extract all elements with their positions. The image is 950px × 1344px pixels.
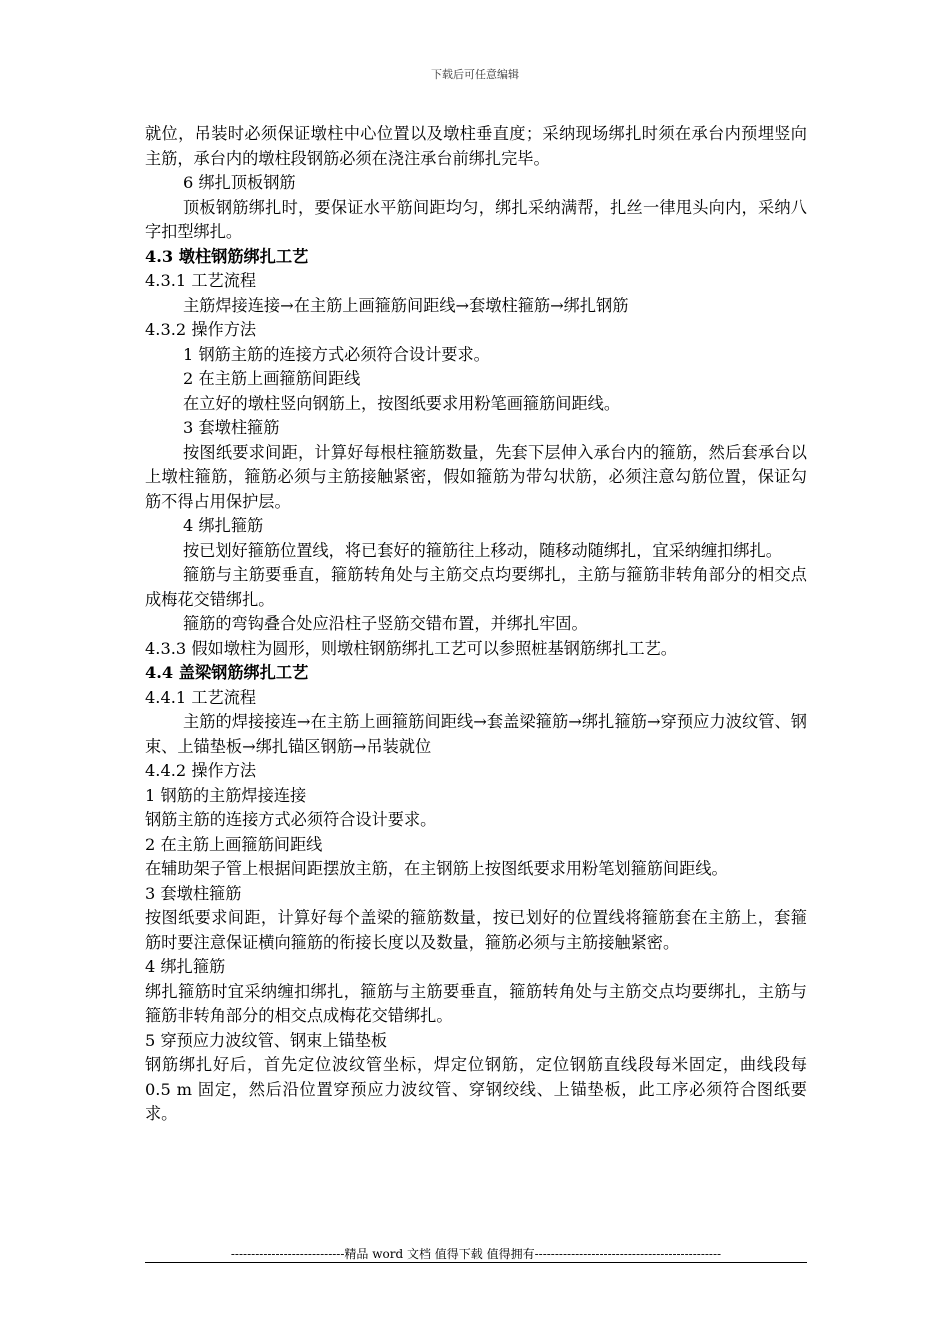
text-line: 1 钢筋主筋的连接方式必须符合设计要求。 <box>183 344 490 364</box>
text-line: 按图纸要求间距，计算好每根柱箍筋数量，先套下层伸入承台内的箍筋，然后套承台以上墩柱箍筋，箍筋必须与主筋接触紧密，假如箍筋为带勾状筋，必须注意勾筋位置，保证勾筋不得占用保护层。 <box>145 442 807 511</box>
text-line: 钢筋绑扎好后，首先定位波纹管坐标，焊定位钢筋，定位钢筋直线段每米固定，曲线段每 0.5 m 固定，然后沿位置穿预应力波纹管、穿钢绞线、上锚垫板，此工序必须符合图纸要求。 <box>145 1055 807 1123</box>
text-line: 4 绑扎箍筋 <box>145 957 226 976</box>
text-line: 就位，吊装时必须保证墩柱中心位置以及墩柱垂直度；采纳现场绑扎时须在承台内预埋竖向主筋，承台内的墩柱段钢筋必须在浇注承台前绑扎完毕。 <box>145 124 807 168</box>
text-line: 顶板钢筋绑扎时，要保证水平筋间距均匀，绑扎采纳满帮，扎丝一律甩头向内，采纳八字扣型绑扎。 <box>145 197 807 241</box>
text-line: 2 在主筋上画箍筋间距线 <box>145 834 323 854</box>
text-line: 6 绑扎顶板钢筋 <box>183 173 296 192</box>
text-line: 在辅助架子管上根据间距摆放主筋，在主钢筋上按图纸要求用粉笔划箍筋间距线。 <box>145 859 728 878</box>
text-line: 按已划好箍筋位置线，将已套好的箍筋往上移动，随移动随绑扎，宜采纳缠扣绑扎。 <box>183 540 782 560</box>
text-line: 4.4.2 操作方法 <box>145 761 257 780</box>
section-heading: 4.4 盖梁钢筋绑扎工艺 <box>145 663 309 682</box>
text-line: 在立好的墩柱竖向钢筋上，按图纸要求用粉笔画箍筋间距线。 <box>183 393 621 413</box>
text-line: 主筋焊接连接→在主筋上画箍筋间距线→套墩柱箍筋→绑扎钢筋 <box>183 295 629 315</box>
text-line: 1 钢筋的主筋焊接连接 <box>145 785 307 805</box>
text-line: 4.4.1 工艺流程 <box>145 687 257 707</box>
text-line: 箍筋与主筋要垂直，箍筋转角处与主筋交点均要绑扎，主筋与箍筋非转角部分的相交点成梅花交错绑扎。 <box>145 565 807 609</box>
text-line: 4 绑扎箍筋 <box>183 516 264 535</box>
section-heading: 4.3 墩柱钢筋绑扎工艺 <box>145 246 309 266</box>
text-line: 2 在主筋上画箍筋间距线 <box>183 369 361 388</box>
text-line: 按图纸要求间距，计算好每个盖梁的箍筋数量，按已划好的位置线将箍筋套在主筋上，套箍筋时要注意保证横向箍筋的衔接长度以及数量，箍筋必须与主筋接触紧密。 <box>145 908 807 952</box>
text-line: 3 套墩柱箍筋 <box>183 418 280 437</box>
text-line: 主筋的焊接接连→在主筋上画箍筋间距线→套盖梁箍筋→绑扎箍筋→穿预应力波纹管、钢束、上锚垫板→绑扎锚区钢筋→吊装就位 <box>145 712 807 756</box>
text-line: 钢筋主筋的连接方式必须符合设计要求。 <box>145 810 437 829</box>
page-header: 下载后可任意编辑 <box>431 68 519 81</box>
text-line: 4.3.3 假如墩柱为圆形，则墩柱钢筋绑扎工艺可以参照桩基钢筋绑扎工艺。 <box>145 638 677 658</box>
text-line: 箍筋的弯钩叠合处应沿柱子竖筋交错布置，并绑扎牢固。 <box>183 614 588 633</box>
text-line: 绑扎箍筋时宜采纳缠扣绑扎，箍筋与主筋要垂直，箍筋转角处与主筋交点均要绑扎，主筋与箍筋非转角部分的相交点成梅花交错绑扎。 <box>145 981 807 1025</box>
text-line: 3 套墩柱箍筋 <box>145 883 242 903</box>
document-body <box>145 122 807 1127</box>
footer-rule <box>145 1262 807 1263</box>
text-line: 4.3.1 工艺流程 <box>145 271 257 290</box>
page-footer: ----------------------------精品 word 文档 值得下载 值得拥有---------------------------------------------- <box>230 1247 722 1261</box>
text-line: 5 穿预应力波纹管、钢束上锚垫板 <box>145 1030 388 1050</box>
text-line: 4.3.2 操作方法 <box>145 320 257 339</box>
